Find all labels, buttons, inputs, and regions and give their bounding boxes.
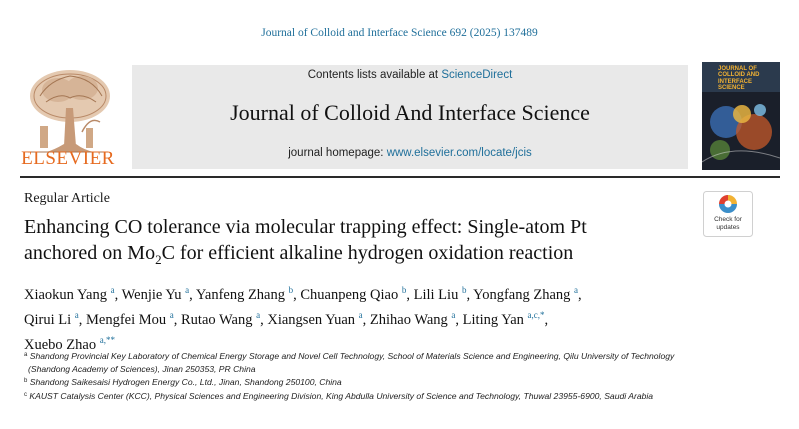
crossmark-line-1: Check for <box>714 216 742 223</box>
article-type: Regular Article <box>24 191 110 206</box>
journal-homepage-link[interactable]: www.elsevier.com/locate/jcis <box>386 147 532 159</box>
affiliation-b: $^b$ Shandong Saikesaisi Hydrogen Energy Co., Ltd., Jinan, Shandong 250100, China <box>24 377 342 388</box>
author[interactable]: Yongfang Zhang $^a$ <box>473 285 578 303</box>
publisher-name[interactable]: ELSEVIER <box>21 148 115 169</box>
cover-artwork <box>702 92 780 170</box>
author[interactable]: Liting Yan $^{a,c,*}$ <box>462 310 545 328</box>
title-subscript: 2 <box>155 252 162 267</box>
author[interactable]: Chuanpeng Qiao $^b$ <box>300 285 407 303</box>
contents-prefix: Contents lists available at <box>307 69 442 81</box>
title-line-2-end: C for efficient alkaline hydrogen oxidation reaction <box>161 242 574 264</box>
affiliation-a: $^a$ Shandong Provincial Key Laboratory of Chemical Energy Storage and Novel Cell Technology, School of Materials Science and Engineering, Qilu University of Technology <box>24 351 675 361</box>
affiliation-label: c <box>24 391 27 398</box>
title-line-1: Enhancing CO tolerance via molecular trapping effect: Single-atom Pt <box>24 216 587 238</box>
affiliation-label: a <box>24 352 28 358</box>
journal-cover-image[interactable] <box>702 62 780 170</box>
article-title <box>24 214 674 273</box>
journal-title: Journal of Colloid And Interface Science <box>230 100 590 125</box>
contents-availability-line <box>132 69 688 81</box>
crossmark-label <box>703 216 753 232</box>
author[interactable]: Mengfei Mou $^a$ <box>86 310 174 328</box>
author[interactable]: Xiangsen Yuan $^a$ <box>267 310 363 328</box>
affiliation-c: $^c$ KAUST Catalysis Center (KCC), Physical Sciences and Engineering Division, King Abdulla University of Science and Technology, Thuwal 23955-6900, Saudi Arabia <box>24 390 654 401</box>
affiliation-a-continued: (Shandong Academy of Sciences), Jinan 250353, PR China <box>28 363 256 374</box>
author[interactable]: Xiaokun Yang $^a$ <box>24 285 115 303</box>
cover-title: JOURNAL OF COLLOID AND INTERFACE SCIENCE <box>718 66 760 92</box>
author[interactable]: Wenjie Yu $^a$ <box>121 285 190 303</box>
check-for-updates-badge[interactable] <box>703 191 753 237</box>
author[interactable]: Xuebo Zhao $^{a,**}$ <box>24 335 115 353</box>
author[interactable]: Lili Liu $^b$ <box>413 285 467 303</box>
author-list: Xiaokun Yang $^a$, Wenjie Yu $^a$, Yanfeng Zhang $^b$, Chuanpeng Qiao $^b$, Lili Liu $^b$, Yongfang Zhang $^a$, Qirui Li $^a$, Mengfei Mou $^a$, Rutao Wang $^a$, Xiangsen Yuan $^a$, Zhihao Wang $^a$, Liting Yan $^{a,c,*}$, Xuebo Zhao $^{a,**}$ <box>24 285 582 353</box>
author[interactable]: Qirui Li $^a$ <box>24 310 79 328</box>
affiliation-label: b <box>24 378 28 385</box>
title-line-2-start: anchored on Mo <box>24 242 156 264</box>
header-divider <box>20 176 780 178</box>
journal-citation[interactable]: Journal of Colloid and Interface Science 692 (2025) 137489 <box>261 27 538 39</box>
journal-homepage-line <box>132 147 688 159</box>
crossmark-line-2: updates <box>716 224 740 231</box>
author[interactable]: Zhihao Wang $^a$ <box>369 310 456 328</box>
affiliations <box>24 349 764 402</box>
author[interactable]: Rutao Wang $^a$ <box>181 310 261 328</box>
sciencedirect-link[interactable]: ScienceDirect <box>441 69 513 81</box>
homepage-prefix: journal homepage: <box>288 147 387 159</box>
author[interactable]: Yanfeng Zhang $^b$ <box>195 285 294 303</box>
